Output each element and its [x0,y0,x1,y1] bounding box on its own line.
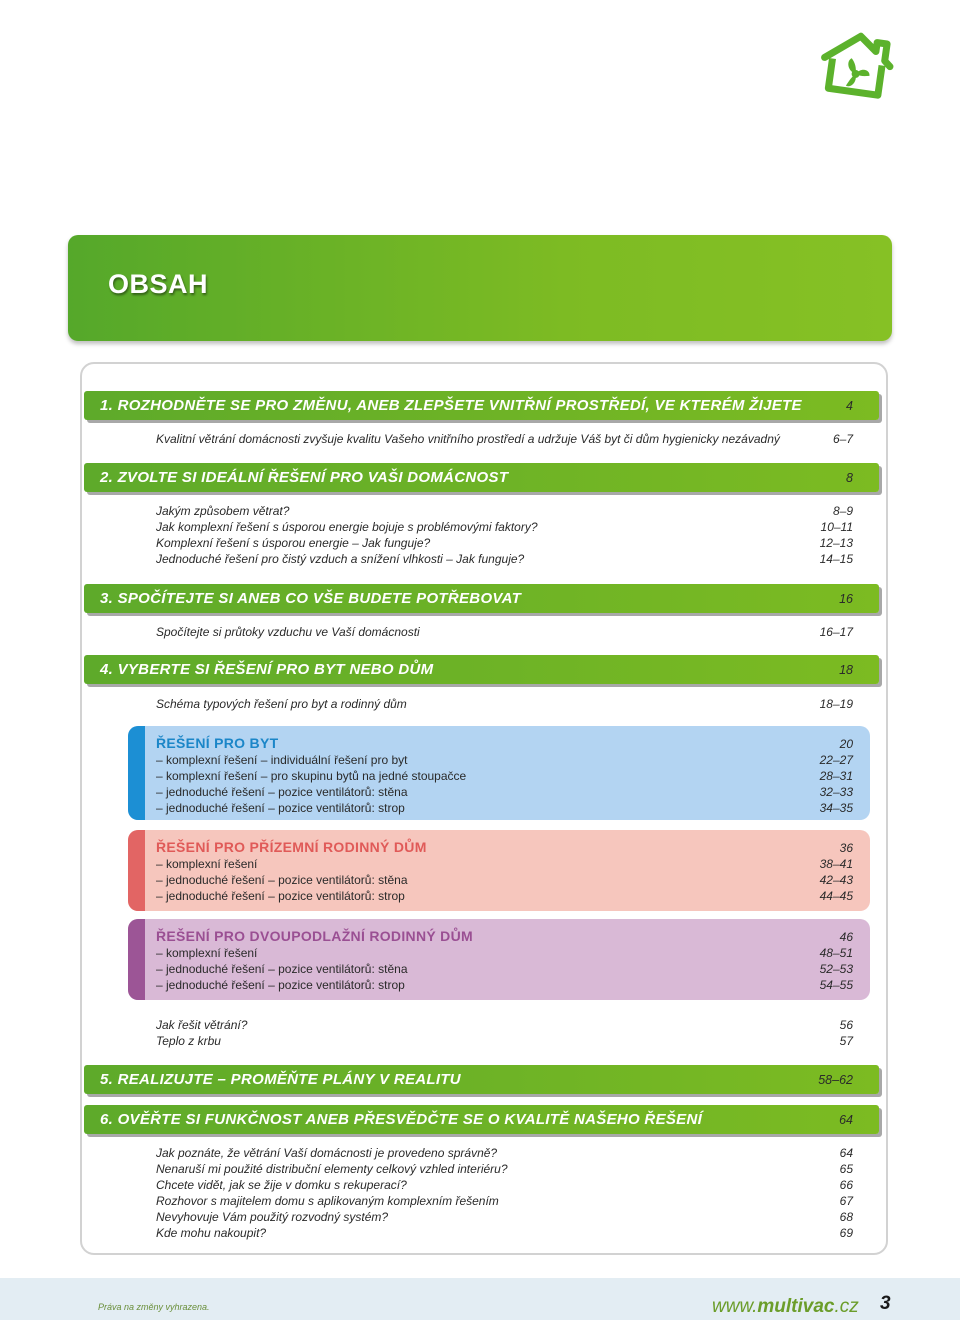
toc-page: 10–11 [820,520,853,534]
panel-page: 36 [839,841,853,855]
panel-heading[interactable]: ŘEŠENÍ PRO PŘÍZEMNÍ RODINNÝ DŮM [156,839,427,855]
panel-heading[interactable]: ŘEŠENÍ PRO DVOUPODLAŽNÍ RODINNÝ DŮM [156,928,473,944]
toc-page: 6–7 [832,432,853,446]
panel-stripe [128,830,145,911]
section-5-heading[interactable]: 5. REALIZUJTE – PROMĚŇTE PLÁNY V REALITU 58–62 [84,1065,879,1094]
section-page: 58–62 [818,1073,853,1087]
toc-page: 68 [839,1210,853,1224]
panel-item[interactable]: – jednoduché řešení – pozice ventilátorů: stěna [156,873,408,887]
panel-item-page: 54–55 [819,978,853,992]
page-number: 3 [880,1293,891,1314]
panel-item-page: 42–43 [819,873,853,887]
panel-prizemni-dum [128,830,870,911]
toc-entry[interactable]: Jak poznáte, že větrání Vaší domácnosti je provedeno správně? [156,1146,498,1160]
toc-page: 14–15 [819,552,853,566]
toc-entry[interactable]: Jednoduché řešení pro čistý vzduch a snížení vlhkosti – Jak funguje? [156,552,525,566]
toc-entry[interactable]: Teplo z krbu [156,1034,221,1048]
toc-entry[interactable]: Jak komplexní řešení s úsporou energie bojuje s problémovými faktory? [156,520,538,534]
toc-page: 16–17 [819,625,853,639]
toc-page: 12–13 [819,536,853,550]
panel-item[interactable]: – komplexní řešení – pro skupinu bytů na jedné stoupačce [156,769,467,783]
panel-item[interactable]: – jednoduché řešení – pozice ventilátorů: strop [156,978,405,992]
section-6-heading[interactable]: 6. OVĚŘTE SI FUNKČNOST ANEB PŘESVĚDČTE SE O KVALITĚ NAŠEHO ŘEŠENÍ 64 [84,1105,879,1134]
panel-item-page: 28–31 [819,769,853,783]
toc-entry[interactable]: Komplexní řešení s úsporou energie – Jak funguje? [156,536,431,550]
toc-entry[interactable]: Chcete vidět, jak se žije v domku s rekuperací? [156,1178,407,1192]
section-page: 18 [839,663,853,677]
toc-page: 8–9 [832,504,853,518]
footer-note: Práva na změny vyhrazena. [98,1302,210,1312]
panel-item-page: 32–33 [819,785,853,799]
url-brand: multivac [757,1296,835,1317]
toc-entry[interactable]: Jak řešit větrání? [156,1018,248,1032]
panel-page: 46 [839,930,853,944]
toc-page: 56 [839,1018,853,1032]
panel-item[interactable]: – jednoduché řešení – pozice ventilátorů: stěna [156,962,408,976]
panel-item-page: 48–51 [819,946,853,960]
panel-item-page: 34–35 [819,801,853,815]
panel-item-page: 38–41 [819,857,853,871]
panel-page: 20 [839,737,853,751]
panel-item-page: 44–45 [819,889,853,903]
house-fan-logo-icon [818,28,896,100]
toc-page: 64 [839,1146,853,1160]
panel-item[interactable]: – komplexní řešení – individuální řešení pro byt [156,753,408,767]
footer [0,1278,960,1320]
toc-page: 57 [839,1034,853,1048]
page-title: OBSAH [108,269,209,299]
toc-entry[interactable]: Nenaruší mi použité distribuční elementy celkový vzhled interiéru? [156,1162,508,1176]
panel-heading[interactable]: ŘEŠENÍ PRO BYT [156,735,279,751]
panel-item[interactable]: – jednoduché řešení – pozice ventilátorů: strop [156,889,405,903]
section-page: 16 [839,592,853,606]
panel-stripe [128,726,145,820]
panel-item[interactable]: – komplexní řešení [156,857,258,871]
toc-page: 67 [839,1194,853,1208]
section-page: 64 [839,1113,853,1127]
toc-entry[interactable]: Schéma typových řešení pro byt a rodinný dům [156,697,407,711]
url-prefix: www. [712,1296,758,1317]
title-band [68,235,892,341]
toc-entry[interactable]: Jakým způsobem větrat? [156,504,290,518]
panel-stripe [128,919,145,1000]
panel-item[interactable]: – jednoduché řešení – pozice ventilátorů: stěna [156,785,408,799]
section-page: 8 [846,471,853,485]
toc-entry[interactable]: Spočítejte si průtoky vzduchu ve Vaší domácnosti [156,625,420,639]
toc-entry[interactable]: Rozhovor s majitelem domu s aplikovaným komplexním řešením [156,1194,499,1208]
section-1-heading[interactable]: 1. ROZHODNĚTE SE PRO ZMĚNU, ANEB ZLEPŠETE VNITŘNÍ PROSTŘEDÍ, VE KTERÉM ŽIJETE 4 [84,391,879,420]
section-2-heading[interactable]: 2. ZVOLTE SI IDEÁLNÍ ŘEŠENÍ PRO VAŠI DOMÁCNOST 8 [84,463,879,492]
footer-url-link[interactable] [712,1296,859,1318]
panel-item-page: 52–53 [819,962,853,976]
section-4-heading[interactable]: 4. VYBERTE SI ŘEŠENÍ PRO BYT NEBO DŮM 18 [84,655,879,684]
panel-dvoupodlazni-dum [128,919,870,1000]
toc-page: 69 [839,1226,853,1240]
panel-item-page: 22–27 [819,753,853,767]
toc-page: 18–19 [819,697,853,711]
section-page: 4 [846,399,853,413]
section-3-heading[interactable]: 3. SPOČÍTEJTE SI ANEB CO VŠE BUDETE POTŘEBOVAT 16 [84,584,879,613]
toc-entry[interactable]: Nevyhovuje Vám použitý rozvodný systém? [156,1210,389,1224]
toc-entry[interactable]: Kde mohu nakoupit? [156,1226,267,1240]
toc-entry[interactable]: Kvalitní větrání domácnosti zvyšuje kvalitu Vašeho vnitřního prostředí a udržuje Váš byt či dům hygienicky nezávadný [156,432,780,446]
url-suffix: .cz [834,1296,859,1317]
panel-item[interactable]: – komplexní řešení [156,946,258,960]
panel-item[interactable]: – jednoduché řešení – pozice ventilátorů: strop [156,801,405,815]
panel-byt [128,726,870,820]
toc-page: 65 [839,1162,853,1176]
toc-page: 66 [839,1178,853,1192]
